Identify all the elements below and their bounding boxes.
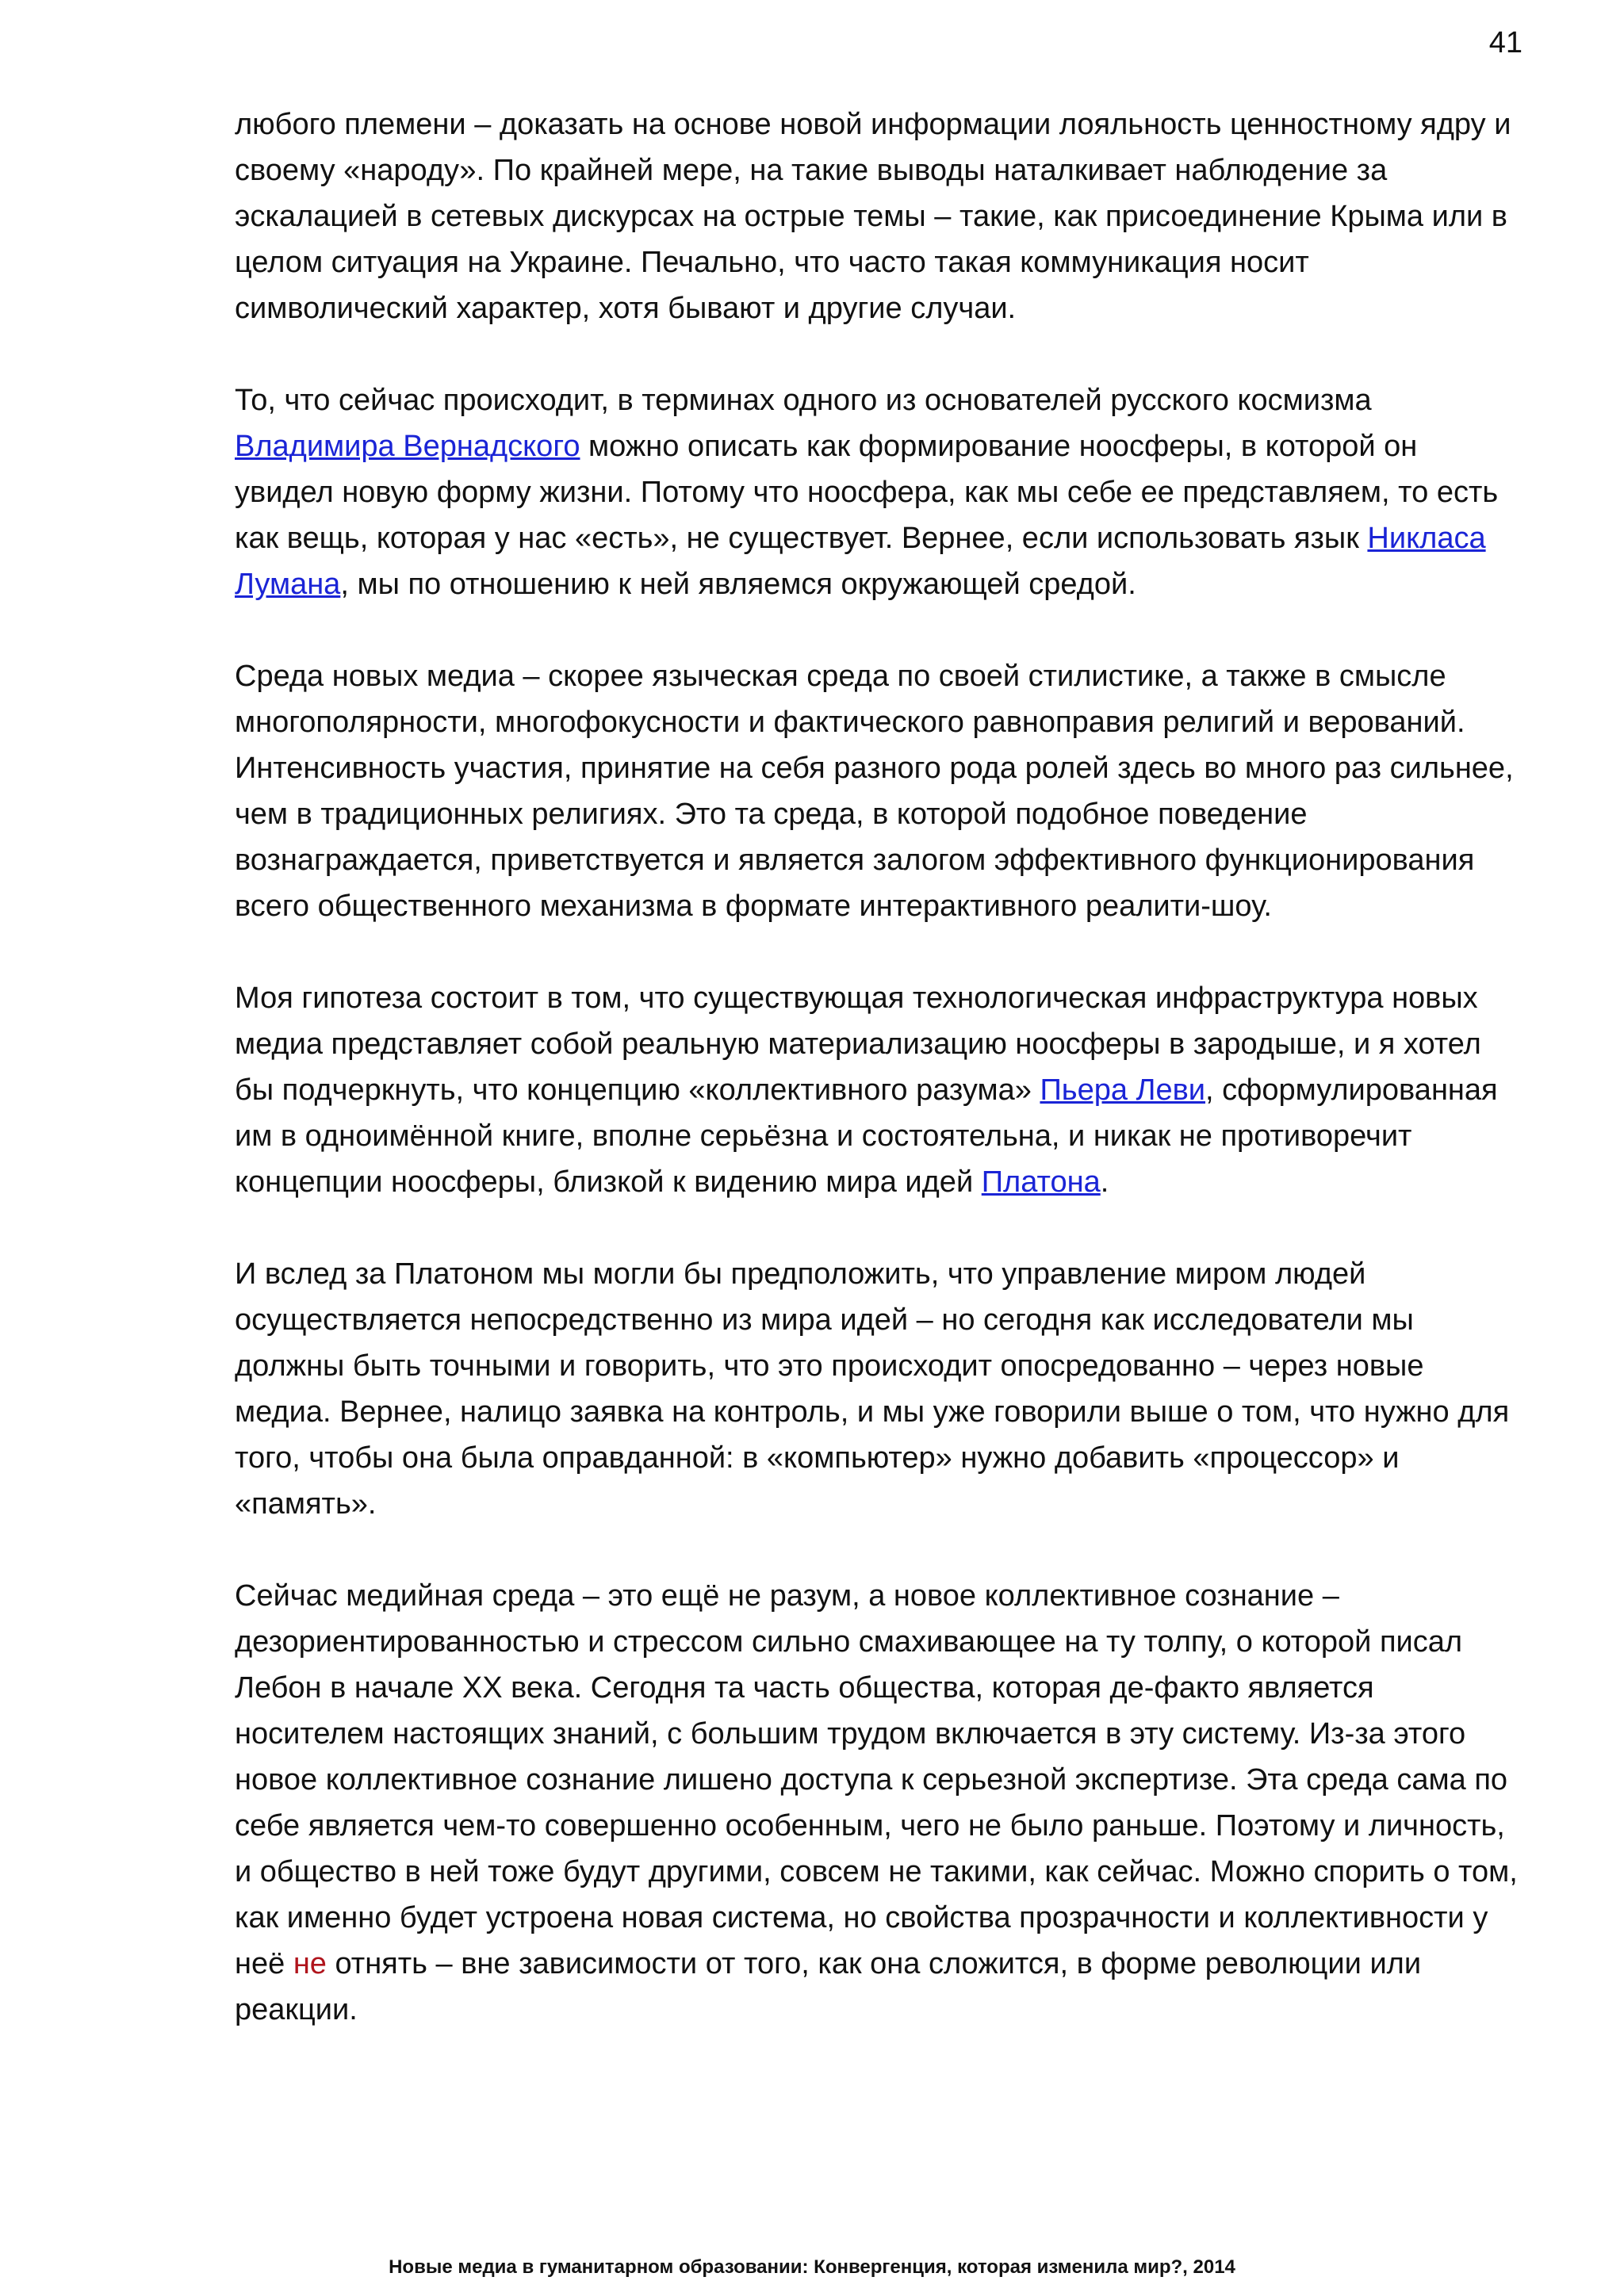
- text-run: можно описать как формирование ноосферы, в которой он увидел новую форму жизни. Потому что ноосфера, как мы себе ее представляем, то есть как вещь, которая у нас «есть», не существует. Вернее, если использовать язык: [235, 430, 1499, 555]
- text-run: То, что сейчас происходит, в терминах одного из основателей русского космизма: [235, 384, 1372, 417]
- paragraph: [235, 377, 1519, 607]
- paragraph: [235, 975, 1519, 1205]
- document-body: [235, 101, 1519, 2079]
- paragraph: [235, 1573, 1519, 2033]
- text-run: , сформулированная им в одноимённой книге, вполне серьёзна и состоятельна, и никак не противоречит концепции ноосферы, близкой к видению мира идей: [235, 1073, 1498, 1199]
- text-run: Моя гипотеза состоит в том, что существующая технологическая инфраструктура новых медиа представляет собой реальную материализацию ноосферы в зародыше, и я хотел бы подчеркнуть, что концепцию «коллективного разума»: [235, 982, 1481, 1107]
- text-run: отнять – вне зависимости от того, как она сложится, в форме революции или реакции.: [235, 1947, 1422, 2026]
- text-run: любого племени – доказать на основе новой информации лояльность ценностному ядру и своему «народу». По крайней мере, на такие выводы наталкивает наблюдение за эскалацией в сетевых дискурсах на острые темы – такие, как присоединение Крыма или в целом ситуация на Украине. Печально, что часто такая коммуникация носит символический характер, хотя бывают и другие случаи.: [235, 108, 1511, 325]
- text-run: Сейчас медийная среда – это ещё не разум, а новое коллективное сознание – дезориентированностью и стрессом сильно смахивающее на ту толпу, о которой писал Лебон в начале XX века. Сегодня та часть общества, которая де-факто является носителем настоящих знаний, с большим трудом включается в эту систему. Из-за этого новое коллективное сознание лишено доступа к серьезной экспертизе. Эта среда сама по себе является чем-то совершенно особенным, чего не было раньше. Поэтому и личность, и общество в ней тоже будут другими, совсем не такими, как сейчас. Можно спорить о том, как именно будет устроена новая система, но свойства прозрачности и коллективности у неё: [235, 1579, 1518, 1980]
- text-run: .: [1100, 1165, 1109, 1199]
- paragraph: [235, 1251, 1519, 1527]
- hyperlink[interactable]: Платона: [981, 1165, 1101, 1199]
- hyperlink[interactable]: Владимира Вернадского: [235, 430, 580, 463]
- text-run: Среда новых медиа – скорее языческая среда по своей стилистике, а также в смысле многополярности, многофокусности и фактического равноправия религий и верований. Интенсивность участия, принятие на себя разного рода ролей здесь во много раз сильнее, чем в традиционных религиях. Это та среда, в которой подобное поведение вознаграждается, приветствуется и является залогом эффективного функционирования всего общественного механизма в формате интерактивного реалити-шоу.: [235, 660, 1514, 923]
- paragraph: [235, 101, 1519, 331]
- hyperlink[interactable]: Никласа Лумана: [235, 522, 1486, 601]
- text-run: И вслед за Платоном мы могли бы предположить, что управление миром людей осуществляется непосредственно из мира идей – но сегодня как исследователи мы должны быть точными и говорить, что это происходит опосредованно – через новые медиа. Вернее, налицо заявка на контроль, и мы уже говорили выше о том, что нужно для того, чтобы она была оправданной: в «компьютер» нужно добавить «процессор» и «память».: [235, 1257, 1510, 1521]
- paragraph: [235, 653, 1519, 929]
- hyperlink[interactable]: Пьера Леви: [1040, 1073, 1206, 1107]
- page-footer: Новые медиа в гуманитарном образовании: Конвергенция, которая изменила мир?, 2014: [389, 2256, 1235, 2278]
- page-number: 41: [1488, 26, 1522, 59]
- text-run: , мы по отношению к ней являемся окружающей средой.: [340, 568, 1136, 601]
- highlighted-word: не: [293, 1947, 327, 1980]
